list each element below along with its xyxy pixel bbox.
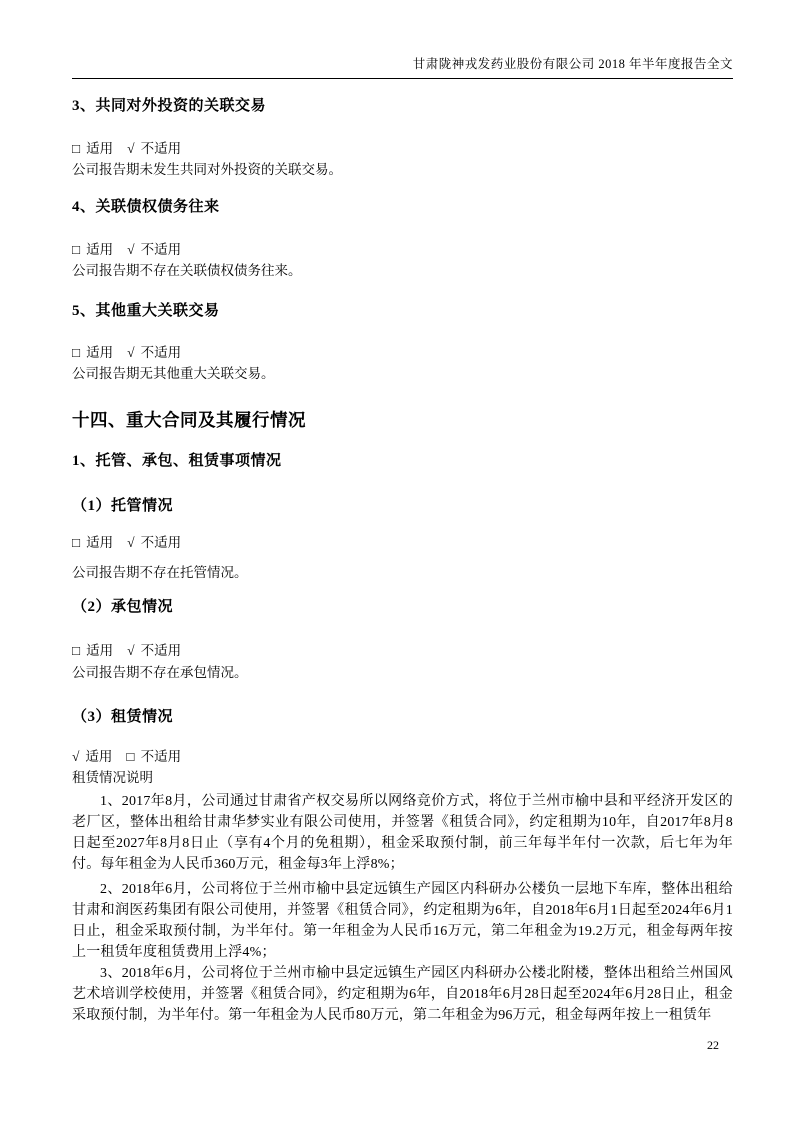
checkbox-empty-icon: □ xyxy=(72,141,81,156)
section-heading-contracting: （2）承包情况 xyxy=(72,599,174,615)
chapter-heading-major-contracts: 十四、重大合同及其履行情况 xyxy=(72,410,306,430)
section-heading-leasing: （3）租赁情况 xyxy=(72,709,174,725)
applicability-line xyxy=(72,748,733,765)
applicability-label: 不适用 xyxy=(140,643,182,658)
section-heading-custody: （1）托管情况 xyxy=(72,498,174,514)
checkmark-icon: √ xyxy=(127,242,135,257)
leasing-paragraph-3: 3、2018年6月，公司将位于兰州市榆中县定远镇生产园区内科研办公楼北附楼，整体出租给兰州国风艺术培训学校使用，并签署《租赁合同》，约定租期为6年，自2018年6月28日起至2024年6月28日止，租金采取预付制，为半年付。第一年租金为人民币80万元，第二年租金为96万元，租金每两年按上一租赁年 xyxy=(72,966,733,1023)
applicability-line xyxy=(72,344,733,361)
applicability-line xyxy=(72,534,733,551)
applicability-label: 不适用 xyxy=(140,535,182,550)
checkmark-icon: √ xyxy=(127,643,135,658)
section-heading-other-major-related: 5、其他重大关联交易 xyxy=(72,303,220,319)
checkbox-empty-icon: □ xyxy=(126,749,135,764)
statement-text: 公司报告期未发生共同对外投资的关联交易。 xyxy=(72,162,342,177)
checkbox-empty-icon: □ xyxy=(72,345,81,360)
page-number: 22 xyxy=(707,1038,719,1052)
section-heading-joint-investment: 3、共同对外投资的关联交易 xyxy=(72,98,267,114)
statement-text: 公司报告期不存在承包情况。 xyxy=(72,665,248,680)
header-rule xyxy=(72,78,733,79)
statement-text: 公司报告期无其他重大关联交易。 xyxy=(72,366,275,381)
applicability-label: 不适用 xyxy=(140,242,182,257)
applicability-line xyxy=(72,642,733,659)
checkbox-empty-icon: □ xyxy=(72,535,81,550)
applicability-label: 适用 xyxy=(86,643,114,658)
applicability-line xyxy=(72,241,733,258)
section-heading-credits-debts: 4、关联债权债务往来 xyxy=(72,199,220,215)
applicability-label: 适用 xyxy=(86,535,114,550)
statement-text: 公司报告期不存在托管情况。 xyxy=(72,565,248,580)
checkmark-icon: √ xyxy=(127,141,135,156)
statement-text: 公司报告期不存在关联债权债务往来。 xyxy=(72,263,302,278)
checkbox-empty-icon: □ xyxy=(72,643,81,658)
leasing-paragraph-2: 2、2018年6月，公司将位于兰州市榆中县定远镇生产园区内科研办公楼负一层地下车库，整体出租给甘肃和润医药集团有限公司使用，并签署《租赁合同》，约定租期为6年，自2018年6月1日起至2024年6月1日止，租金采取预付制，为半年付。第一年租金为人民币16万元，第二年租金为19.2万元，租金每两年按上一租赁年度租赁费用上浮4%； xyxy=(72,882,733,960)
applicability-label: 不适用 xyxy=(140,749,182,764)
section-heading-custody-contract-lease: 1、托管、承包、租赁事项情况 xyxy=(72,453,282,469)
checkmark-icon: √ xyxy=(127,535,135,550)
applicability-label: 适用 xyxy=(86,141,114,156)
applicability-label: 适用 xyxy=(86,345,114,360)
applicability-line xyxy=(72,140,733,157)
leasing-paragraph-1: 1、2017年8月，公司通过甘肃省产权交易所以网络竞价方式，将位于兰州市榆中县和平经济开发区的老厂区，整体出租给甘肃华梦实业有限公司使用，并签署《租赁合同》，约定租期为10年，自2017年8月8日起至2027年8月8日止（享有4个月的免租期），租金采取预付制，前三年每半年付一次款，后七年为年付。每年租金为人民币360万元，租金每3年上浮8%； xyxy=(72,794,733,872)
applicability-label: 适用 xyxy=(86,242,114,257)
checkbox-empty-icon: □ xyxy=(72,242,81,257)
applicability-label: 不适用 xyxy=(140,345,182,360)
checkmark-icon: √ xyxy=(72,749,80,764)
leasing-note-label: 租赁情况说明 xyxy=(72,770,153,785)
applicability-label: 适用 xyxy=(85,749,113,764)
report-header-title: 甘肃陇神戎发药业股份有限公司 2018 年半年度报告全文 xyxy=(412,57,733,71)
applicability-label: 不适用 xyxy=(140,141,182,156)
checkmark-icon: √ xyxy=(127,345,135,360)
